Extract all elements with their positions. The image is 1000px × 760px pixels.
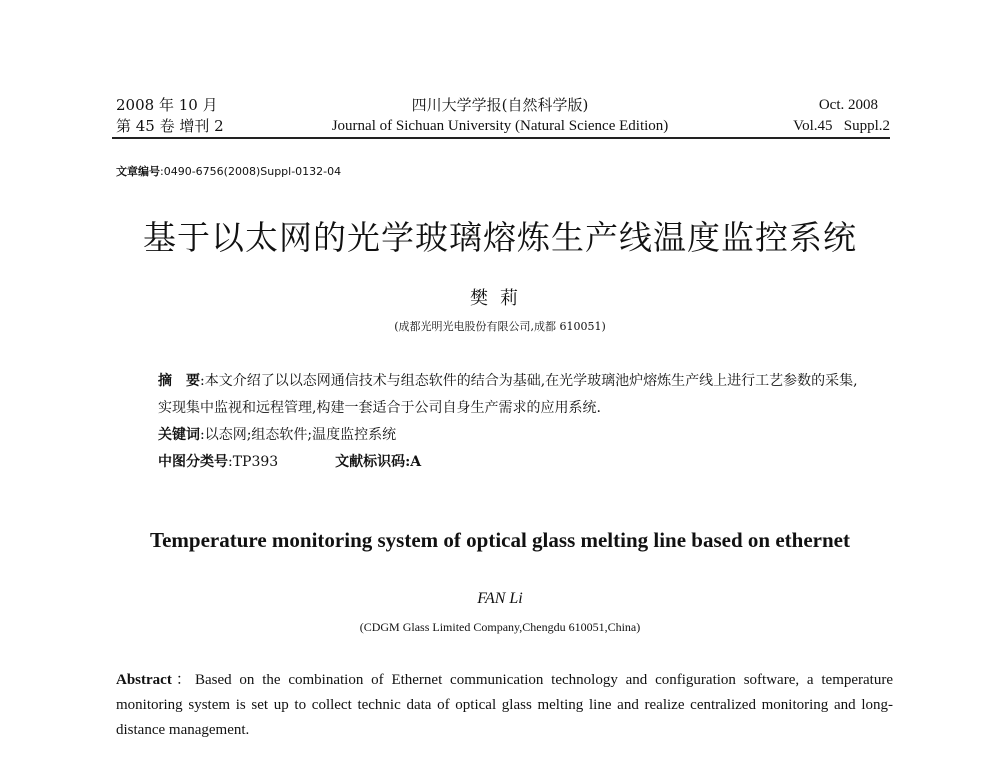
article-number	[116, 163, 341, 179]
affiliation-en: (CDGM Glass Limited Company,Chengdu 610051,China)	[359, 620, 641, 634]
keywords-cn-label: 关键词	[158, 427, 200, 443]
doc-code-value: :A	[405, 454, 422, 470]
keywords-cn-text: :以态网;组态软件;温度监控系统	[200, 427, 397, 443]
abstract-cn-label: 摘 要	[158, 373, 200, 389]
author-cn: 樊莉	[470, 288, 530, 309]
header-journal-cn: 四川大学学报(自然科学版)	[411, 96, 589, 114]
classification-value: :TP393	[228, 454, 279, 470]
article-number-label: 文章编号	[116, 165, 160, 178]
abstract-cn-text: :本文介绍了以以态网通信技术与组态软件的结合为基础,在光学玻璃池炉熔炼生产线上进行工艺参数的采集,实现集中监视和远程管理,构建一套适合于公司自身生产需求的应用系统.	[158, 373, 858, 416]
header-volume-en: Vol.45 Suppl.2	[793, 118, 890, 134]
classification	[158, 449, 868, 476]
abstract-en-label: Abstract	[116, 672, 172, 688]
header-date-en: Oct. 2008	[818, 97, 878, 113]
abstract-cn	[158, 368, 868, 422]
title-cn: 基于以太网的光学玻璃熔炼生产线温度监控系统	[143, 218, 857, 257]
title-en: Temperature monitoring system of optical glass melting line based on ethernet	[150, 528, 850, 552]
abstract-cn-block	[158, 368, 868, 476]
header-rule	[112, 137, 890, 139]
header-date-cn: 2008 年 10 月	[116, 96, 218, 114]
header-volume-cn: 第 45 卷 增刊 2	[116, 117, 224, 135]
header-journal-en: Journal of Sichuan University (Natural Science Edition)	[331, 118, 669, 134]
affiliation-cn: (成都光明光电股份有限公司,成都 610051)	[394, 320, 606, 333]
classification-label: 中图分类号	[158, 454, 228, 470]
keywords-cn	[158, 422, 868, 449]
author-en: FAN Li	[477, 590, 523, 607]
article-number-value: :0490-6756(2008)Suppl-0132-04	[160, 165, 342, 178]
abstract-en	[116, 668, 893, 743]
abstract-en-text: ：Based on the combination of Ethernet communication technology and configuration software, a temperature monitoring system is set up to collect technic data of optical glass melting line and realize centralized monitoring and long-distance management.	[116, 672, 893, 738]
doc-code-label: 文献标识码	[335, 454, 406, 470]
